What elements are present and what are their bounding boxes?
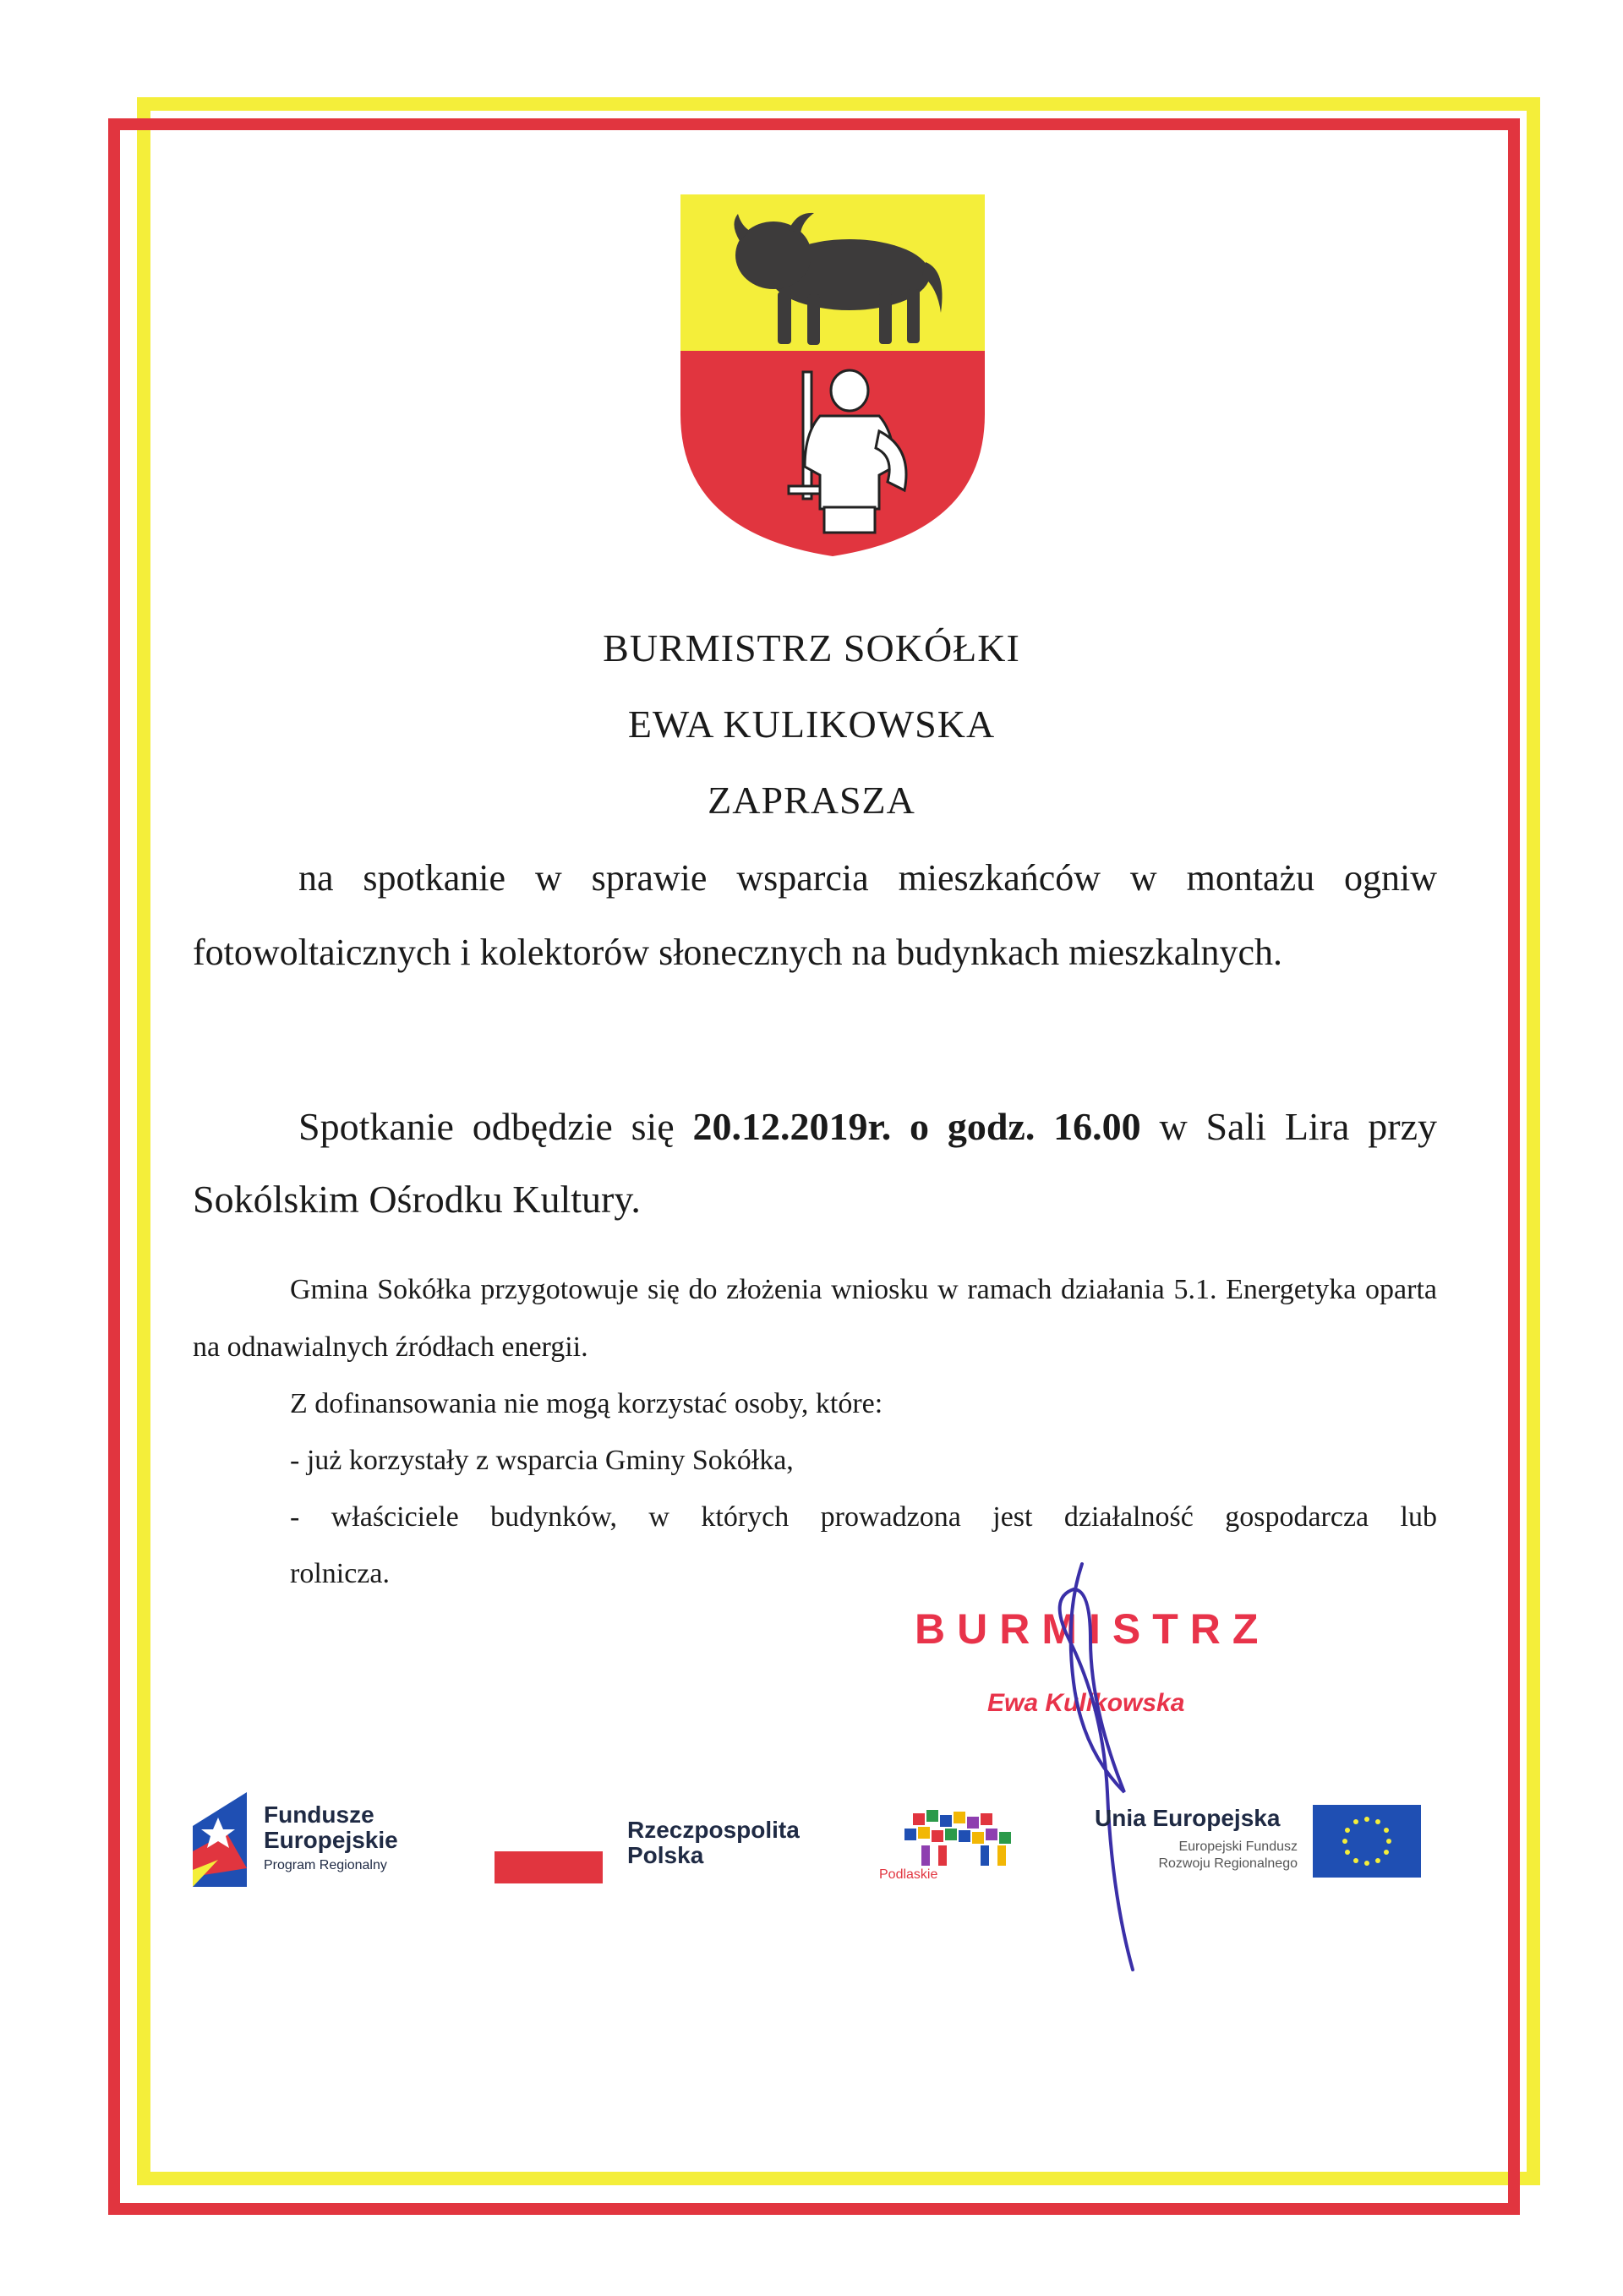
- eligibility-item-2-cont: rolnicza.: [290, 1558, 390, 1589]
- pl-flag-icon: [495, 1851, 603, 1883]
- intro-paragraph: [193, 841, 1437, 990]
- meeting-paragraph: [193, 1091, 1437, 1236]
- rp-line2: Polska: [627, 1842, 704, 1868]
- fe-line2: Europejskie: [264, 1827, 398, 1853]
- signature-icon: [997, 1555, 1167, 1978]
- podlaskie-label: Podlaskie: [879, 1867, 938, 1882]
- fe-sub: Program Regionalny: [264, 1858, 387, 1872]
- meeting-pre: Spotkanie odbędzie się: [298, 1105, 693, 1148]
- ue-sub1: Europejski Fundusz: [1178, 1840, 1298, 1854]
- ue-title: Unia Europejska: [1095, 1805, 1281, 1831]
- rp-line1: Rzeczpospolita: [627, 1817, 800, 1843]
- header-mayor-title: BURMISTRZ SOKÓŁKI: [603, 626, 1020, 670]
- eligibility-heading: Z dofinansowania nie mogą korzystać osoby, które:: [290, 1388, 883, 1419]
- eligibility-item-1: - już korzystały z wsparcia Gminy Sokółka,: [290, 1445, 794, 1476]
- note-text: Gmina Sokółka przygotowuje się do złożenia wniosku w ramach działania 5.1. Energetyka oparta na odnawialnych źródłach energii.: [193, 1274, 1437, 1363]
- logo-unia-europejska: [1095, 1805, 1450, 1898]
- meeting-post: w Sali Lira przy Sokólskim Ośrodku Kultury.: [193, 1105, 1437, 1221]
- fe-line1: Fundusze: [264, 1801, 374, 1828]
- logo-rzeczpospolita: [495, 1818, 833, 1885]
- stamp-name: Ewa Kulikowska: [987, 1689, 1185, 1717]
- header-invites: ZAPRASZA: [708, 779, 915, 822]
- header-mayor-name: EWA KULIKOWSKA: [627, 702, 996, 746]
- fe-star-icon: [193, 1792, 247, 1887]
- logo-fundusze-europejskie: [193, 1792, 446, 1894]
- meeting-date: 20.12.2019r. o godz. 16.00: [692, 1105, 1141, 1148]
- logo-podlaskie: [879, 1805, 1031, 1889]
- intro-text: na spotkanie w sprawie wsparcia mieszkańców w montażu ogniw fotowoltaicznych i kolektorów słonecznych na budynkach mieszkalnych.: [193, 857, 1437, 973]
- eu-flag-icon: [1313, 1805, 1421, 1878]
- ue-sub2: Rozwoju Regionalnego: [1158, 1856, 1298, 1871]
- stamp-title: BURMISTRZ: [915, 1605, 1271, 1653]
- eligibility-item-2: - właściciele budynków, w których prowadzona jest działalność gospodarcza lub: [290, 1501, 1437, 1533]
- crest-sokolka: [680, 194, 985, 558]
- note-paragraph: [193, 1261, 1437, 1376]
